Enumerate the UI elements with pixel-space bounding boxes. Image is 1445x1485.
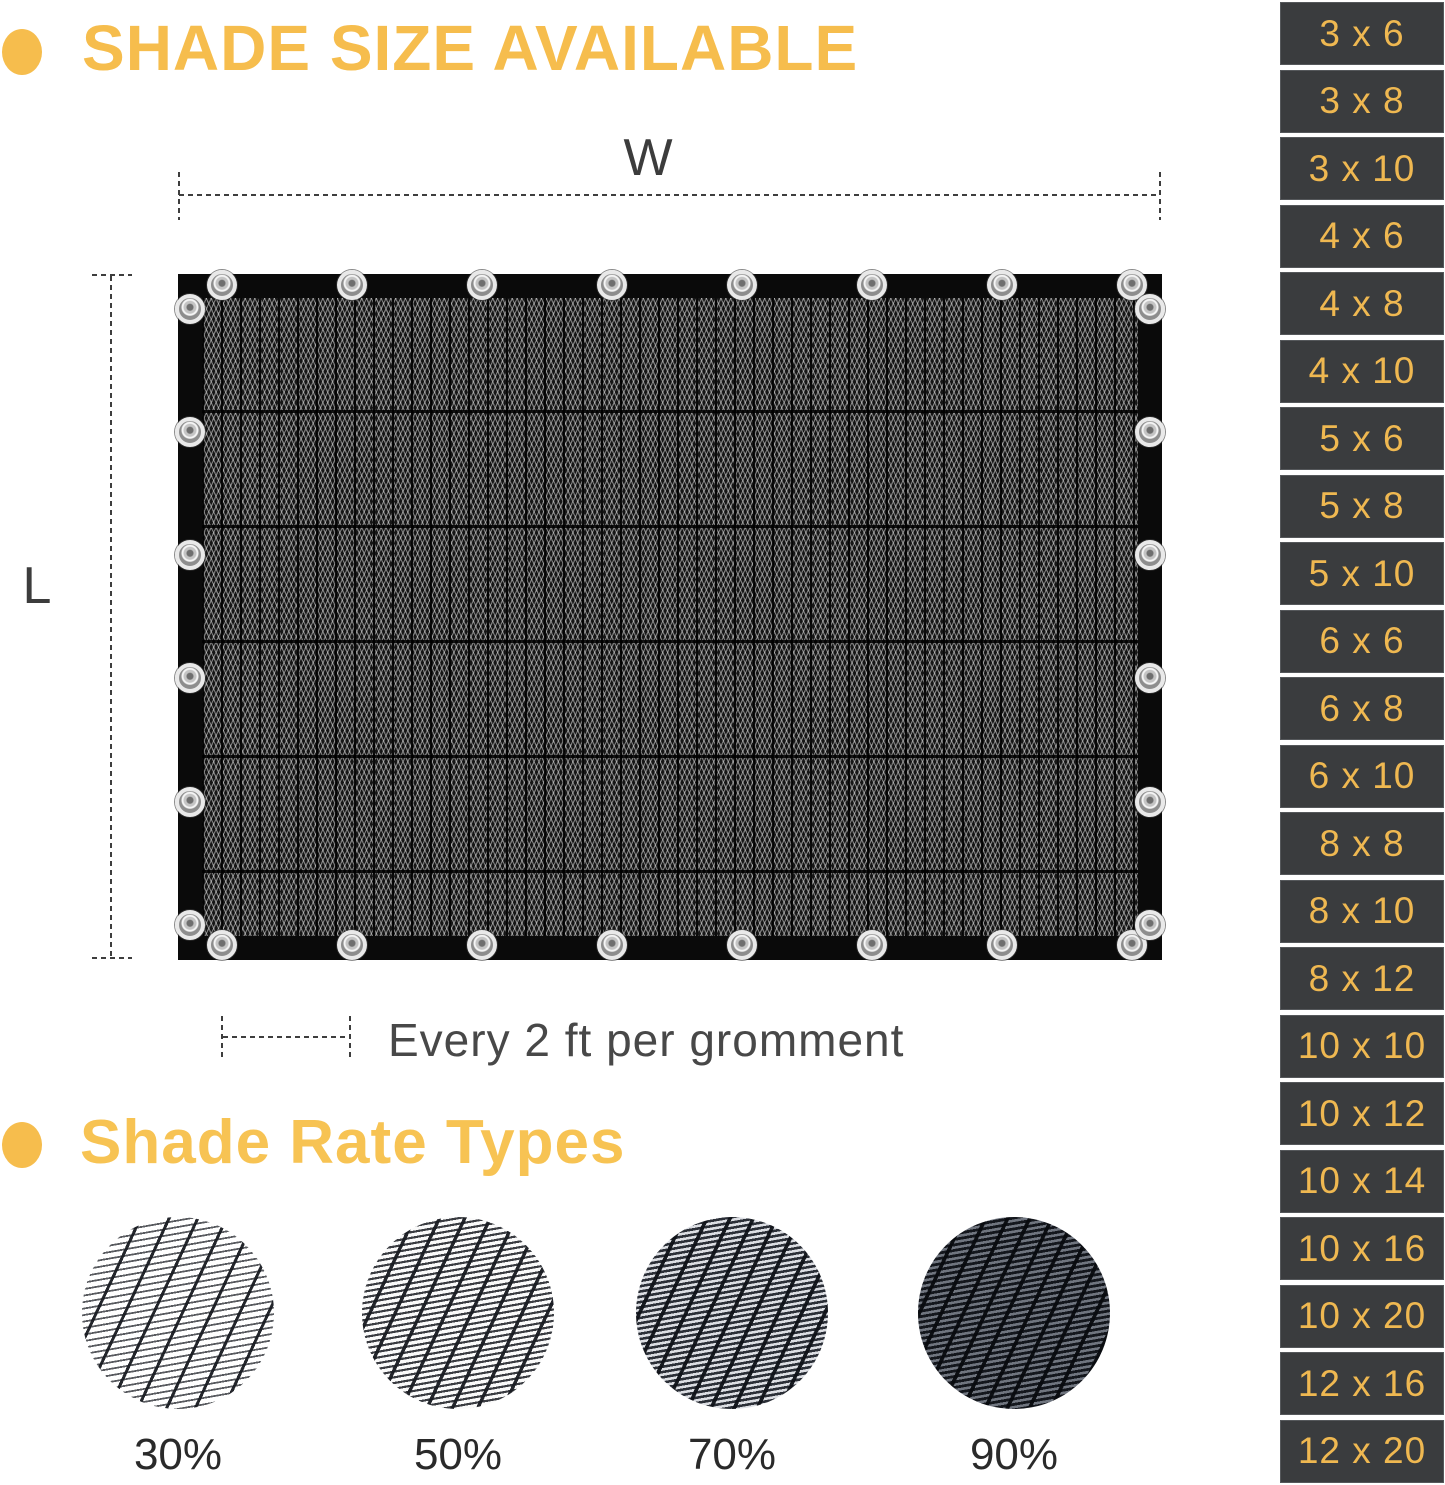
size-badge: 5 x 6 xyxy=(1280,407,1444,470)
size-badge: 4 x 8 xyxy=(1280,272,1444,335)
dimension-tick xyxy=(178,172,180,220)
grommet-icon xyxy=(337,270,367,300)
page-title: SHADE SIZE AVAILABLE xyxy=(82,12,859,84)
width-dimension-line xyxy=(179,194,1160,196)
bullet-icon xyxy=(2,1122,42,1168)
shade-rate-label: 90% xyxy=(969,1430,1059,1479)
shade-rate-label: 70% xyxy=(687,1430,777,1479)
grommet-icon xyxy=(987,270,1017,300)
shade-swatch-90 xyxy=(918,1217,1110,1409)
grommet-icon xyxy=(175,910,205,940)
grommet-icon xyxy=(727,930,757,960)
grommet-icon xyxy=(1135,294,1165,324)
length-dimension-line xyxy=(110,276,112,958)
size-badge: 3 x 8 xyxy=(1280,70,1444,133)
size-badge: 6 x 8 xyxy=(1280,677,1444,740)
dimension-tick xyxy=(92,957,132,959)
size-badge: 10 x 16 xyxy=(1280,1217,1444,1280)
size-badge: 10 x 10 xyxy=(1280,1015,1444,1078)
grommet-icon xyxy=(175,663,205,693)
size-badge: 4 x 10 xyxy=(1280,340,1444,403)
size-badge: 6 x 6 xyxy=(1280,610,1444,673)
size-badge: 5 x 10 xyxy=(1280,542,1444,605)
grommet-icon xyxy=(175,417,205,447)
size-badge: 12 x 20 xyxy=(1280,1420,1444,1483)
grommet-icon xyxy=(175,540,205,570)
size-list xyxy=(1280,0,1444,1485)
shade-rate-label: 50% xyxy=(413,1430,503,1479)
grommet-icon xyxy=(857,930,887,960)
grommet-icon xyxy=(1135,663,1165,693)
grommet-icon xyxy=(467,270,497,300)
dimension-tick xyxy=(92,274,132,276)
size-badge: 8 x 10 xyxy=(1280,880,1444,943)
length-dimension-label: L xyxy=(22,557,52,615)
size-badge: 3 x 10 xyxy=(1280,137,1444,200)
shade-swatch-50 xyxy=(362,1217,554,1409)
grommet-icon xyxy=(1135,910,1165,940)
shade-rate-label: 30% xyxy=(133,1430,223,1479)
grommet-icon xyxy=(467,930,497,960)
size-badge: 4 x 6 xyxy=(1280,205,1444,268)
size-badge: 10 x 12 xyxy=(1280,1082,1444,1145)
size-badge: 12 x 16 xyxy=(1280,1352,1444,1415)
grommet-icon xyxy=(175,294,205,324)
grommet-icon xyxy=(337,930,367,960)
shade-net-illustration xyxy=(178,274,1162,960)
grommet-icon xyxy=(207,270,237,300)
grommet-icon xyxy=(1135,540,1165,570)
bracket-line xyxy=(223,1036,349,1038)
mesh-fabric-texture xyxy=(202,298,1138,936)
size-badge: 5 x 8 xyxy=(1280,475,1444,538)
grommet-icon xyxy=(597,270,627,300)
grommet-icon xyxy=(987,930,1017,960)
bullet-icon xyxy=(2,29,42,75)
dimension-tick xyxy=(1159,172,1161,220)
shade-rate-title: Shade Rate Types xyxy=(80,1108,626,1177)
grommet-icon xyxy=(727,270,757,300)
size-badge: 6 x 10 xyxy=(1280,745,1444,808)
size-badge: 3 x 6 xyxy=(1280,2,1444,65)
grommet-icon xyxy=(1135,417,1165,447)
grommet-icon xyxy=(1135,787,1165,817)
width-dimension-label: W xyxy=(623,129,673,187)
grommet-icon xyxy=(857,270,887,300)
size-badge: 8 x 12 xyxy=(1280,947,1444,1010)
size-badge: 10 x 20 xyxy=(1280,1285,1444,1348)
shade-swatch-70 xyxy=(636,1217,828,1409)
grommet-icon xyxy=(597,930,627,960)
bracket-tick xyxy=(349,1016,351,1058)
shade-swatch-30 xyxy=(82,1217,274,1409)
size-badge: 10 x 14 xyxy=(1280,1150,1444,1213)
grommet-spacing-note: Every 2 ft per gromment xyxy=(388,1014,905,1066)
grommet-icon xyxy=(175,787,205,817)
size-badge: 8 x 8 xyxy=(1280,812,1444,875)
grommet-icon xyxy=(207,930,237,960)
